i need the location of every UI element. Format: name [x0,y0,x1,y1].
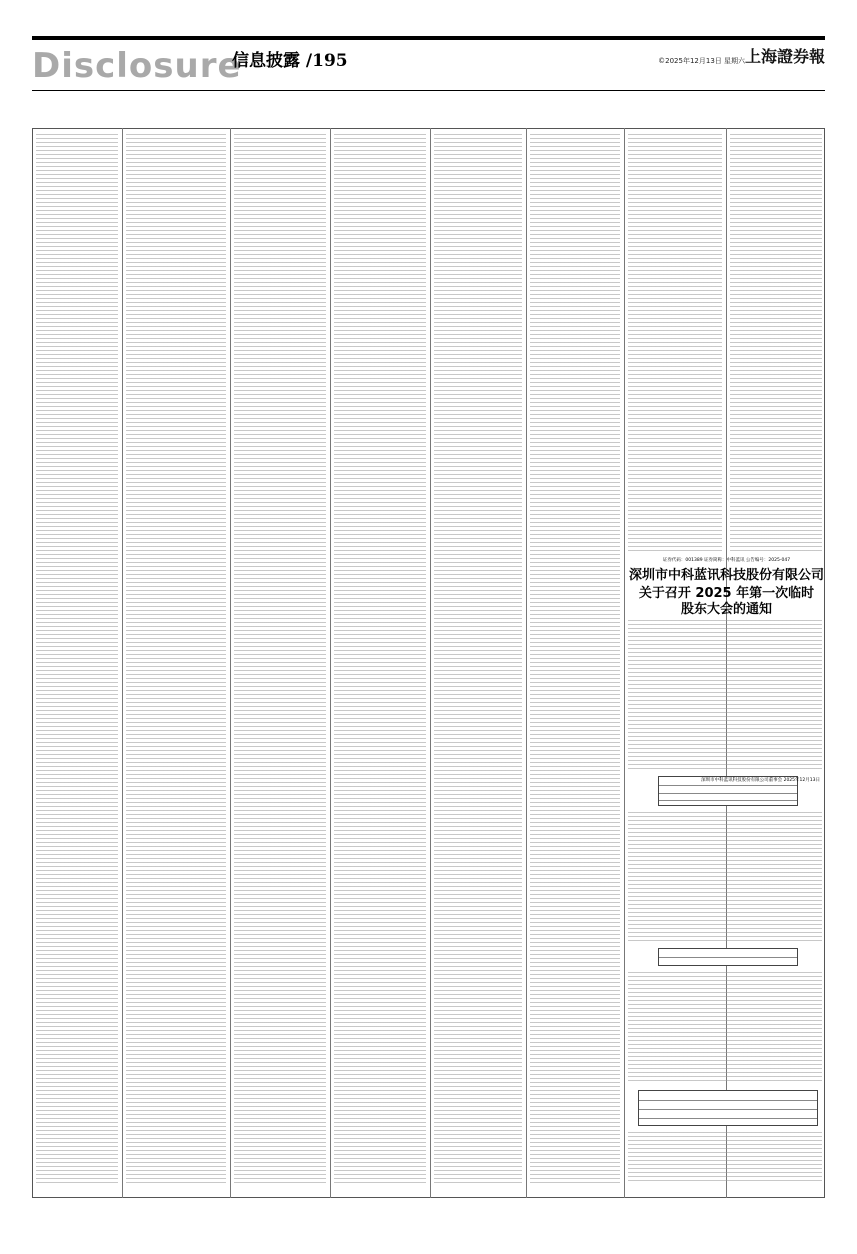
notice-text-block [628,812,822,942]
body-text-block [530,134,620,1184]
top-rule [32,36,825,40]
masthead [32,44,825,88]
body-text-block [234,134,326,1184]
notice-code-line: 证券代码：001389 证券简称：中科蓝讯 公告编号：2025-047 [662,558,791,563]
body-text-block [334,134,426,1184]
proxy-form-table [638,1090,818,1126]
text-column-2 [126,132,226,1192]
column-divider [122,128,123,1198]
table-row [659,785,797,786]
body-text-block [628,134,722,554]
text-column-1 [36,132,118,1192]
text-column-6 [530,132,620,1192]
table-row [659,957,797,958]
notice-text-block [628,1132,822,1182]
column-divider [330,128,331,1198]
text-column-3 [234,132,326,1192]
notice-company-name: 深圳市中科蓝讯科技股份有限公司 [628,568,824,583]
section-title: 信息披露 /195 [232,51,348,71]
masthead-rule [32,90,825,91]
text-column-4 [334,132,426,1192]
notice-title-line-1: 关于召开 2025 年第一次临时 [638,586,815,601]
notice-text-block [628,620,822,770]
column-divider [230,128,231,1198]
signature-line: 深圳市中科蓝讯科技股份有限公司董事会 2025年12月13日 [701,778,820,783]
body-text-block [126,134,226,1184]
notice-table [658,948,798,966]
notice-text-block [628,972,822,1082]
table-row [639,1100,817,1101]
brand-title: Disclosure [32,46,242,86]
text-column-5 [434,132,522,1192]
notice-body [628,620,822,1190]
column-divider [526,128,527,1198]
table-row [659,793,797,794]
column-divider [624,128,625,1198]
dateline: ©2025年12月13日 星期六 [658,57,745,65]
body-text-block [730,134,822,554]
newspaper-logo: 上海證券報 [744,47,825,66]
body-text-block [36,134,118,1184]
table-row [659,800,797,801]
body-text-block [434,134,522,1184]
table-row [639,1109,817,1110]
column-divider [430,128,431,1198]
table-row [639,1118,817,1119]
notice-title-line-2: 股东大会的通知 [680,602,772,617]
